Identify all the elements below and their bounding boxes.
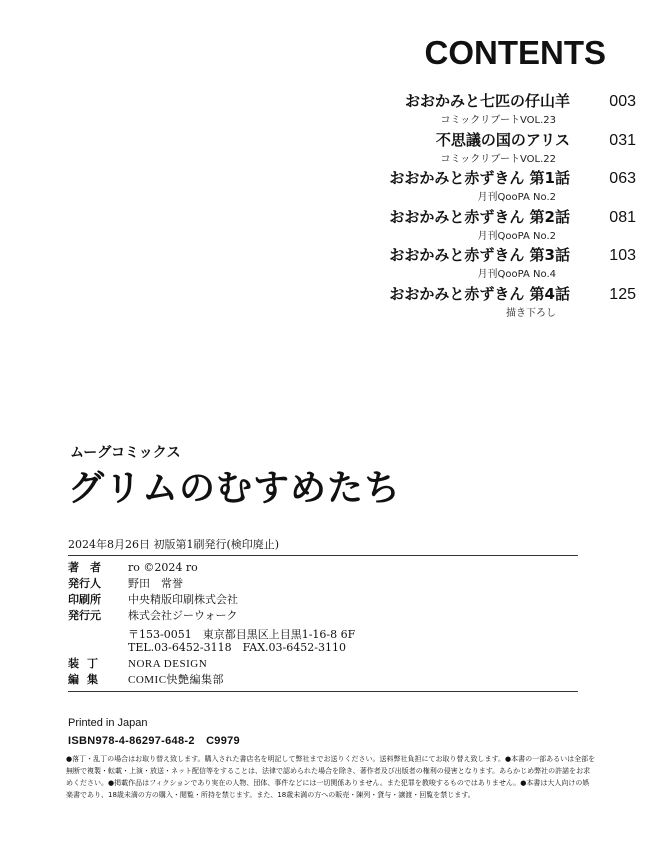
toc-page-number: 031 — [609, 131, 636, 149]
credit-value: 野田 常誉 — [128, 577, 183, 590]
toc-entry — [36, 206, 636, 245]
toc-entry — [36, 167, 636, 206]
toc-source: コミックリブートVOL.22 — [440, 153, 556, 165]
toc-title: おおかみと赤ずきん 第2話 — [389, 207, 570, 226]
credit-value: 中央精版印刷株式会社 — [128, 593, 238, 606]
credit-label: 編集 — [68, 673, 106, 686]
legal-notes — [66, 753, 596, 801]
credit-row — [68, 576, 588, 592]
toc-page-number: 003 — [609, 93, 636, 110]
divider — [68, 555, 578, 556]
toc-page-number: 063 — [609, 170, 636, 187]
book-title: グリムのむすめたち — [68, 468, 402, 509]
credits-design — [68, 656, 588, 688]
toc-source: 月刊QooPA No.2 — [477, 230, 556, 242]
credit-value: NORA DESIGN — [128, 658, 208, 670]
credit-row — [68, 672, 588, 688]
credit-label: 著 者 — [68, 561, 101, 574]
contact-line: TEL.03-6452-3118 FAX.03-6452-3110 — [128, 641, 346, 654]
toc-entry — [36, 129, 636, 168]
address-line: 〒153-0051 東京都目黒区上目黒1-16-8 6F — [128, 628, 356, 641]
toc-entry — [36, 244, 636, 283]
credit-label: 発行人 — [68, 577, 101, 590]
printed-in: Printed in Japan — [68, 717, 148, 729]
credit-label: 印刷所 — [68, 593, 101, 606]
toc-title: おおかみと赤ずきん 第1話 — [389, 169, 570, 187]
isbn: ISBN978-4-86297-648-2 C9979 — [68, 735, 240, 747]
divider — [68, 691, 578, 692]
toc-page-number: 081 — [609, 208, 636, 226]
credit-row — [68, 608, 588, 624]
toc-source: コミックリブートVOL.23 — [440, 115, 556, 126]
credit-value: COMIC快艶編集部 — [128, 674, 225, 686]
toc-source: 描き下ろし — [506, 307, 556, 319]
credit-row — [68, 560, 588, 576]
contents-heading: CONTENTS — [424, 34, 606, 71]
credit-value: ro ©2024 ro — [128, 561, 198, 574]
table-of-contents — [36, 90, 636, 321]
toc-page-number: 125 — [609, 285, 636, 303]
credit-row — [68, 592, 588, 608]
credit-value: 株式会社ジーウォーク — [128, 609, 238, 622]
toc-page-number: 103 — [609, 247, 636, 264]
toc-source: 月刊QooPA No.2 — [477, 192, 556, 203]
toc-title: 不思議の国のアリス — [435, 130, 570, 149]
toc-source: 月刊QooPA No.4 — [477, 269, 556, 280]
toc-title: おおかみと赤ずきん 第4話 — [389, 284, 570, 303]
toc-title: おおかみと赤ずきん 第3話 — [389, 246, 570, 264]
credits — [68, 560, 588, 624]
toc-entry — [36, 90, 636, 129]
note-text: ●落丁・乱丁の場合はお取り替え致します。購入された書店名を明記して弊社までお送りください。送料弊社負担にてお取り替え致します。●本書の一部あるいは全部を無断で複製・転載・上演・放送・ネット配信等をすることは、法律で認められた場合を除き、著作者及び出版者の権利の侵害となります。あらかじめ弊社の許諾をお求めください。●掲載作品はフィクションであり実在の人物、団体、事件などには一切関係ありません。また犯罪を教唆するものではありません。●本書は大人向けの娯楽書であり、18歳未満の方の購入・閲覧・所持を禁じます。また、18歳未満の方への販売・陳列・貸与・譲渡・回覧を禁じます。 — [66, 755, 596, 799]
credit-label: 装丁 — [68, 657, 106, 670]
credit-label: 発行元 — [68, 609, 101, 622]
credit-row — [68, 656, 588, 672]
toc-entry — [36, 283, 636, 322]
publication-date: 2024年8月26日 初版第1刷発行(検印廃止) — [68, 538, 280, 551]
imprint-label: ムーグコミックス — [70, 445, 181, 461]
toc-title: おおかみと七匹の仔山羊 — [404, 92, 570, 110]
